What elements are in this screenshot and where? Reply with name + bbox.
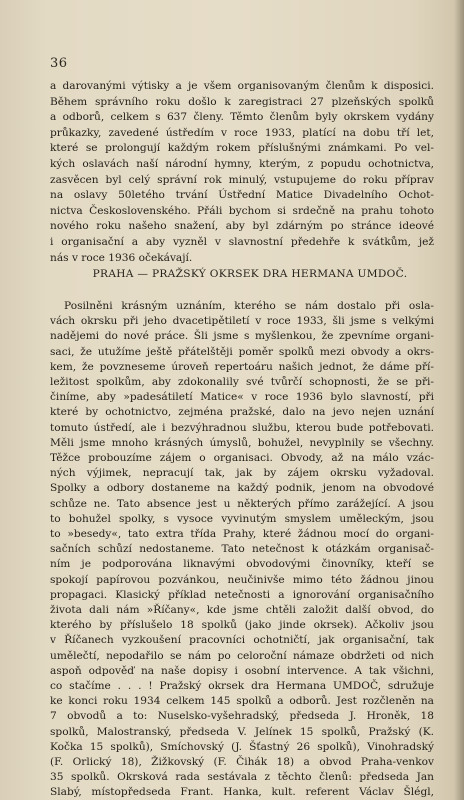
text-line: které by ochotnictvo, zejména pražské, dalo na jevo nejen uznání bbox=[50, 406, 434, 419]
text-line: to »besedy«, tato extra třída Prahy, které žádnou mocí do organi- bbox=[50, 528, 434, 540]
text-line: schůze ne. Tato absence jest u některých přímo zarážející. A jsou bbox=[50, 497, 434, 510]
text-line: které se prolongují každým rokem příslušnými známkami. Po vel- bbox=[50, 142, 434, 155]
text-line: spolků, Malostranský, předseda V. Jelínek 15 spolků, Pražský (K. bbox=[50, 725, 434, 738]
text-line: i organisační a aby vyzněl v slavnostní předehře k svátkům, jež bbox=[50, 236, 434, 248]
text-line: co stačíme . . . ! Pražský okrsek dra Hermana UMDOČ, sdružuje bbox=[50, 680, 434, 692]
text-line: nás v roce 1936 očekávají. bbox=[50, 251, 193, 264]
text-line: spokojí papírovou pozvánkou, neučinivše mimo této žádnou jinou bbox=[50, 573, 434, 586]
text-line: vách okrsku při jeho dvacetipětiletí v roce 1933, šli jsme s velkými bbox=[50, 315, 434, 328]
text-line: 7 obvodů a to: Nuselsko-vyšehradský, předseda J. Hroněk, 18 bbox=[50, 710, 434, 723]
text-line: Spolky a odbory dostaneme na každý podnik, jenom na obvodové bbox=[50, 482, 434, 495]
text-line: života dali nám »Říčany«, kde jsme chtěli založit další obvod, do bbox=[50, 604, 434, 616]
page-gutter-shadow bbox=[454, 0, 464, 800]
text-line: v Říčanech vyzkoušení pracovníci ochotničtí, jak organisační, tak bbox=[50, 634, 434, 647]
section-heading: PRAHA — PRAŽSKÝ OKRSEK DRA HERMANA UMDOČ. bbox=[92, 268, 408, 280]
text-line: umělečtí, nepodařilo se nám po celoroční námaze obdržeti od nich bbox=[50, 649, 434, 662]
text-line: Kočka 15 spolků), Smíchovský (J. Šťastný 26 spolků), Vinohradský bbox=[50, 740, 434, 753]
text-line: průkazky, zavedené ústředím v roce 1933, platící na dobu tří let, bbox=[50, 126, 434, 139]
text-line: na oslavy 50letého trvání Ústřední Matice Divadelního Ochot- bbox=[50, 189, 434, 202]
text-line: saci, že utužíme ještě přátelštěji poměr spolků mezi obvody a okrs- bbox=[50, 345, 434, 358]
text-line: a odborů, celkem s 637 členy. Těmto členům byly okrskem vydány bbox=[50, 111, 434, 124]
text-line: to bohužel spolky, s vysoce vyvinutým smyslem uměleckým, jsou bbox=[50, 512, 434, 525]
text-line: ných výjimek, nepracují tak, jak by zájem okrsku vyžadoval. bbox=[50, 467, 434, 480]
text-line: kých oslavách naší národní hymny, kterým, z popudu ochotnictva, bbox=[50, 158, 434, 170]
text-line: nictva Československého. Přáli bychom si srdečně na prahu tohoto bbox=[50, 204, 434, 217]
text-line: aspoň odpověď na naše dopisy i osobní intervence. A tak všichni, bbox=[50, 664, 434, 677]
text-line: nového roku našeho snažení, aby byl zdárným po stránce ideové bbox=[50, 220, 434, 233]
page-number: 36 bbox=[50, 56, 68, 71]
text-line: ním je podporována liknavými obvodovými činovníky, kteří se bbox=[50, 558, 434, 571]
text-line: Těžce probouzíme zájem o organisaci. Obvody, až na málo vzác- bbox=[50, 452, 434, 464]
text-line: kterého by příslušelo 18 spolků (jako jinde okrsek). Ačkoliv jsou bbox=[50, 619, 434, 632]
text-line: činíme, aby »padesátiletí Matice« v roce 1936 bylo slavností, při bbox=[50, 391, 434, 404]
text-line: 35 spolků. Okrsková rada sestávala z těchto členů: předseda Jan bbox=[50, 771, 434, 784]
text-line: Během správního roku došlo k zaregistraci 27 plzeňských spolků bbox=[50, 95, 434, 108]
text-line: (F. Orlický 18), Žižkovský (F. Čihák 18) a obvod Praha-venkov bbox=[50, 756, 434, 768]
text-line: ležitost spolkům, aby zdokonalily své tvůrčí schopnosti, že se při- bbox=[50, 376, 434, 388]
text-line: sačních schůzí nedostaneme. Tato netečnost k otázkám organisač- bbox=[50, 543, 434, 556]
text-line: zasvěcen byl celý správní rok minulý, vstupujeme do roku příprav bbox=[50, 173, 434, 186]
text-line: propagaci. Klasický příklad netečnosti a ignorování organisačního bbox=[50, 588, 434, 601]
text-line: ke konci roku 1934 celkem 145 spolků a odborů. Jest rozčleněn na bbox=[50, 695, 434, 708]
text-line: kem, že povzneseme úroveň repertoáru našich jednot, že dáme pří- bbox=[50, 360, 434, 373]
text-line: Měli jsme mnoho krásných úmyslů, bohužel, nevyplnily se všechny. bbox=[50, 436, 434, 449]
text-line: nadějemi do nové práce. Šli jsme s myšlenkou, že zpevníme organi- bbox=[50, 330, 434, 343]
text-line: Posilněni krásným uznáním, kterého se nám dostalo při osla- bbox=[64, 300, 434, 312]
text-line: Slabý, místopředseda Frant. Hanka, kult. referent Václav Šlégl, bbox=[50, 786, 434, 799]
text-line: a darovanými výtisky a je všem organisovaným členům k disposici. bbox=[50, 80, 434, 92]
text-line: tomuto ústředí, ale i bezvýhradnou službu, kterou bude potřebovati. bbox=[50, 421, 434, 434]
